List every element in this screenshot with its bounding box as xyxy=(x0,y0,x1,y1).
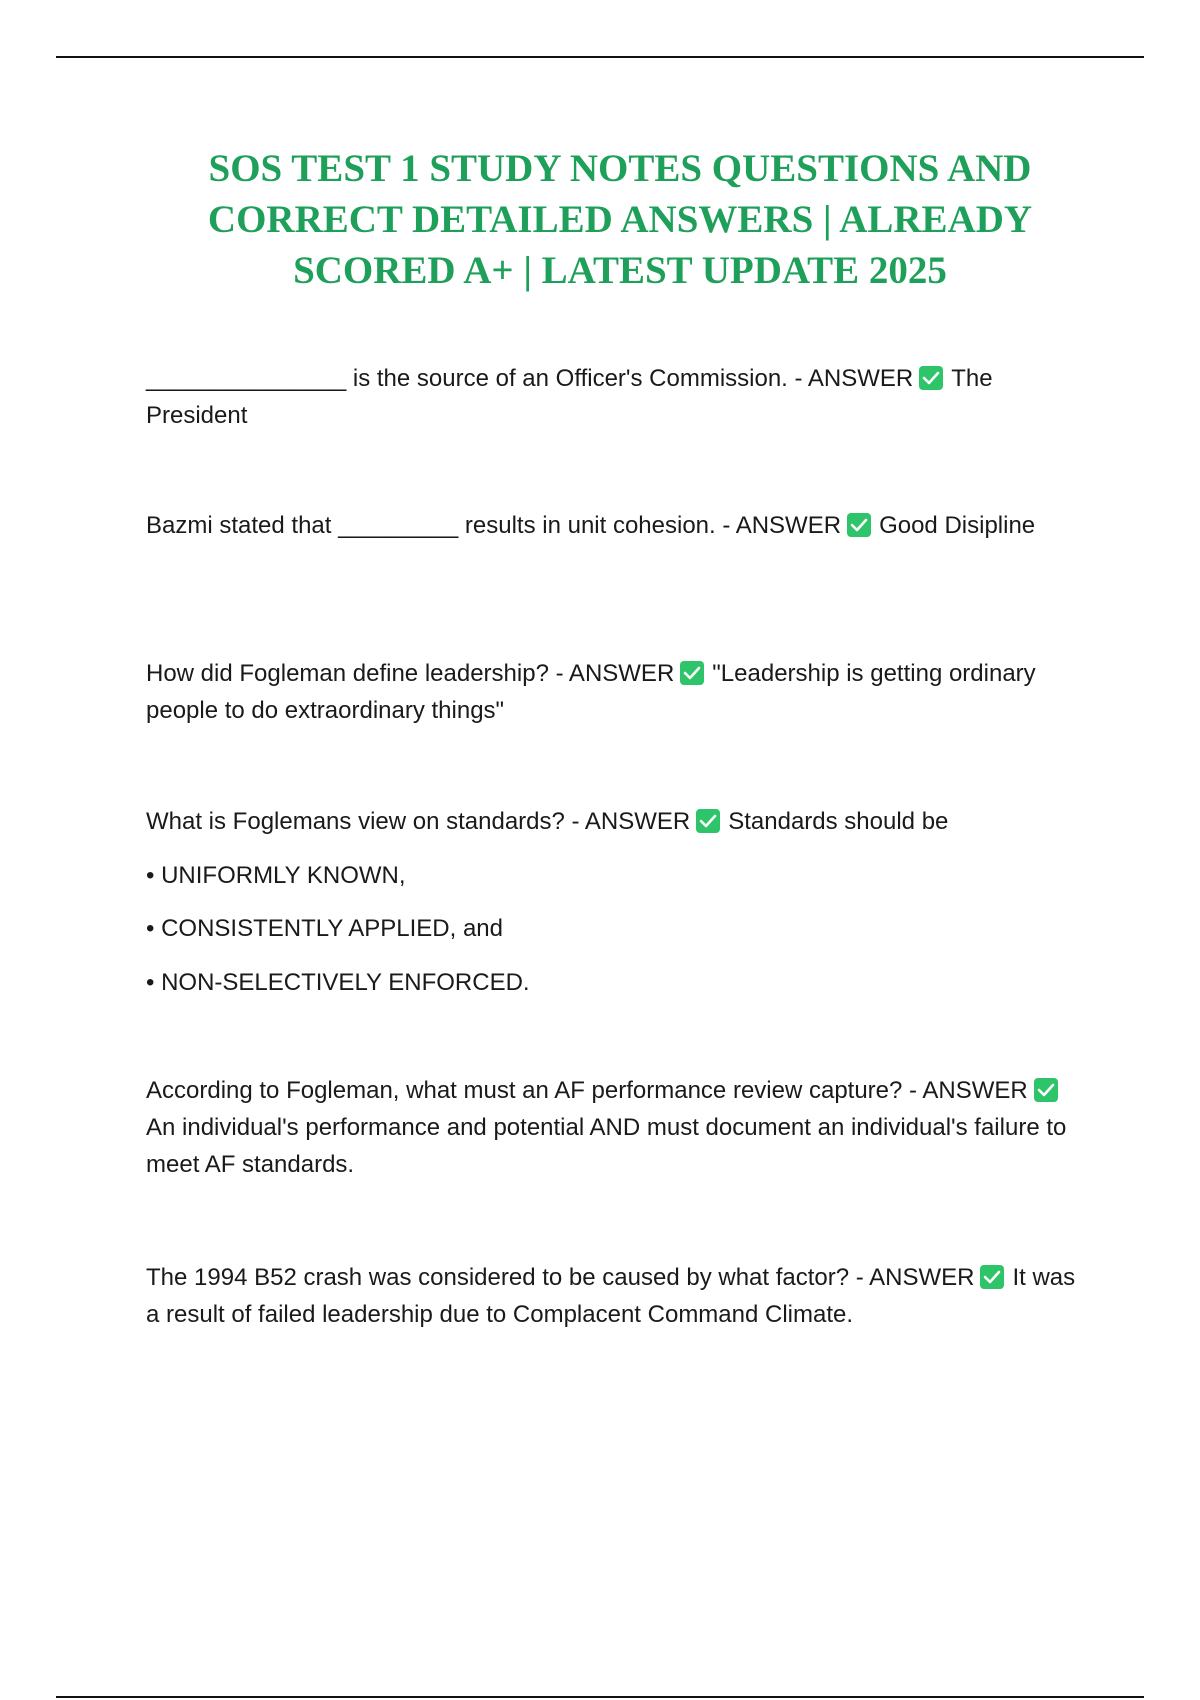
answer-2: Good Disipline xyxy=(879,512,1036,539)
check-icon xyxy=(980,1265,1004,1289)
qa-item-3 xyxy=(146,655,1086,729)
question-3: How did Fogleman define leadership? xyxy=(146,660,549,687)
qa-item-4 xyxy=(146,803,1086,840)
qa-item-5 xyxy=(146,1072,1086,1183)
check-icon xyxy=(919,366,943,390)
qa-item-2 xyxy=(146,507,1086,544)
answer-marker: - ANSWER xyxy=(855,1264,975,1291)
qa-item-6 xyxy=(146,1259,1086,1333)
check-icon xyxy=(696,809,720,833)
answer-6: It was a result of failed leadership due to Complacent Command Climate. xyxy=(146,1264,1076,1328)
question-2: Bazmi stated that _________ results in unit cohesion. xyxy=(146,512,716,539)
check-icon xyxy=(1034,1078,1058,1102)
question-1: _______________ is the source of an Officer's Commission. xyxy=(146,365,788,392)
bullet-item: • NON-SELECTIVELY ENFORCED. xyxy=(146,969,530,996)
bullet-item: • CONSISTENTLY APPLIED, and xyxy=(146,915,503,942)
question-5: According to Fogleman, what must an AF performance review capture? xyxy=(146,1077,903,1104)
qa-item-1 xyxy=(146,360,1086,434)
header-rule xyxy=(56,56,1144,58)
question-4: What is Foglemans view on standards? xyxy=(146,808,565,835)
answer-5: An individual's performance and potential AND must document an individual's failure to meet AF standards. xyxy=(146,1114,1067,1178)
answer-marker: - ANSWER xyxy=(722,512,842,539)
document-title: SOS TEST 1 STUDY NOTES QUESTIONS AND CORRECT DETAILED ANSWERS | ALREADY SCORED A+ | LATEST UPDATE 2025 xyxy=(207,147,1033,292)
answer-marker: - ANSWER xyxy=(909,1077,1028,1104)
answer-1: The President xyxy=(146,365,993,429)
answer-marker: - ANSWER xyxy=(555,660,675,687)
answer-marker: - ANSWER xyxy=(571,808,691,835)
footer-rule xyxy=(56,1696,1144,1698)
question-6: The 1994 B52 crash was considered to be caused by what factor? xyxy=(146,1264,850,1291)
answer-marker: - ANSWER xyxy=(794,365,914,392)
bullet-item: • UNIFORMLY KNOWN, xyxy=(146,862,406,889)
answer-4: Standards should be xyxy=(728,808,949,835)
check-icon xyxy=(680,661,704,685)
check-icon xyxy=(847,513,871,537)
answer-3: "Leadership is getting ordinary people to do extraordinary things" xyxy=(146,660,1036,724)
